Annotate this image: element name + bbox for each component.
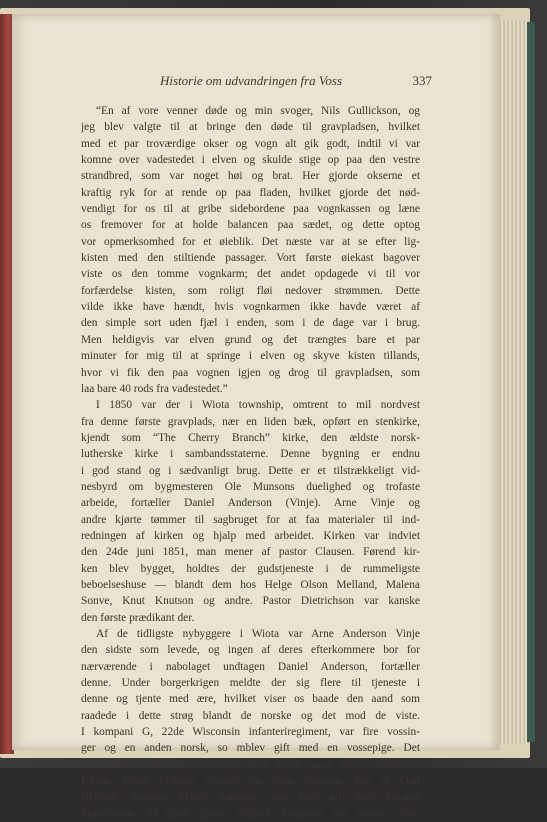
text-line: Skjervheim. Af disse gjorde Gullick Anderson det største offer. bbox=[81, 807, 420, 820]
text-line: redningen af kirken og hjalp med arbeidet. Kirken var indviet bbox=[81, 529, 420, 542]
text-line: I 1850 var der i Wiota township, omtrent to mil nordvest bbox=[96, 399, 420, 412]
text-line: den første prædikant der. bbox=[81, 611, 195, 624]
text-line: kraftig ryk for at rende op paa fladen, hvilket gjorde det nød- bbox=[81, 186, 420, 199]
text-line: arbeide, fortæller Daniel Anderson (Vinje). Arne Vinje og bbox=[81, 497, 420, 510]
text-line: Sonve, Knut Knutson og andre. Pastor Dietrichson var kanske bbox=[81, 595, 420, 608]
text-line: minuter for mig til at springe i elven og skyve kisten tillands, bbox=[81, 350, 420, 363]
running-title: Historie om udvandringen fra Voss bbox=[160, 73, 342, 88]
text-line: forfærdelse kisten, som roligt fløi nedover strømmen. Dette bbox=[81, 284, 420, 297]
text-line: raadede i dette strøg blandt de norske og det mod de viste. bbox=[81, 709, 420, 722]
text-line: lutherske kirke i sambandsstaterne. Denne bygning er endnu bbox=[81, 448, 420, 461]
text-line: strandbred, som var noget høi og brat. Her gjorde okserne et bbox=[81, 170, 420, 183]
text-line: “En af vore venner døde og min svoger, Nils Gullickson, og bbox=[96, 105, 420, 117]
text-line: kisten med den stiltiende passager. Vort første øiekast bagover bbox=[81, 252, 420, 265]
text-line: viste os den tomme vognkarm; det andet opdagede vi til vor bbox=[81, 268, 420, 281]
text-line: Af de tidligste nybyggere i Wiota var Arne Anderson Vinje bbox=[96, 628, 420, 640]
text-line: med et par troværdige okser og vogn alt gik godt, indtil vi var bbox=[81, 137, 420, 150]
text-line: Men heldigvis var elven grund og det trængtes bare et par bbox=[81, 333, 420, 346]
text-line: hvor vi fik den paa vognen igjen og drog til gravpladsen, som bbox=[81, 366, 420, 379]
page-edges bbox=[497, 20, 529, 744]
text-line: kjendt som “The Cherry Branch” kirke, den ældste norsk- bbox=[81, 431, 420, 444]
text-line: vendigt for os til at gribe sidebordene paa vognkassen og læne bbox=[81, 203, 420, 216]
text-line: os fremover for at holde balancen paa sædet, og dette optog bbox=[81, 219, 420, 232]
text-line: laa bare 40 rods fra vadestedet.” bbox=[81, 382, 228, 395]
text-line: beboelseshuse — blandt dem hos Helge Olson Melland, Malena bbox=[81, 578, 420, 591]
text-line: nesbyrd om bygmesteren Ole Munsons duelighed og trofaste bbox=[81, 480, 420, 493]
text-line: nærværende i nabolaget undtagen Daniel Anderson, fortæller bbox=[81, 660, 420, 673]
running-header bbox=[160, 73, 432, 93]
text-line: i god stand og i sædvanligt brug. Dette er et tilstrækkeligt vid- bbox=[81, 464, 420, 477]
text-line: ger og en anden norsk, so mblev gift med en vossepige. Det bbox=[81, 742, 420, 755]
text-line: denne. Under borgerkrigen meldte der sig flere til tjeneste i bbox=[81, 677, 420, 690]
text-line: komne over vadestedet i elven og skulde stige op paa den vestre bbox=[81, 154, 420, 167]
text-line: andre kjørte tømmer til sagbruget for at faa materialer til ind- bbox=[81, 513, 420, 526]
text-line: den sidste som levede, og ingen af deres efterkommere bor for bbox=[81, 644, 420, 657]
text-line: var Gullick Anderson, søn af Arne Vinje, samt Nils Gulleikson bbox=[81, 758, 420, 771]
text-line: vor opmerksomhed for et øieblik. Det næste var at se efter lig- bbox=[81, 235, 420, 248]
text-line: den simple sort uden fjæl i enden, som i de dage var i brug. bbox=[81, 317, 420, 330]
page-number: 337 bbox=[412, 73, 432, 88]
body-text bbox=[81, 103, 420, 822]
text-line: vilde ikke have hændt, hvis vognkarmen ikke havde været af bbox=[81, 301, 420, 314]
text-line: Kinne, Klaus Erikson Gjerald og John Johnson, søn af Odd bbox=[81, 775, 420, 788]
text-line: ken blev bygget, holdtes der gudstjeneste i de rummeligste bbox=[81, 562, 420, 575]
text-line: den 24de juni 1851, man mener af pastor Clausen. Førend kir- bbox=[81, 546, 420, 559]
text-line: Helland; desuden Martin Johnson, som blev gift med Larsina bbox=[81, 791, 420, 804]
text-line: denne og tjente med ære, hvilket viser os baade den aand som bbox=[81, 693, 420, 706]
text-line: fra denne første gravplads, nær en liden bæk, opført en stenkirke, bbox=[81, 415, 420, 428]
book-cover-right bbox=[527, 22, 535, 742]
text-line: jeg blev valgte til at bringe den døde til gravpladsen, hvilket bbox=[81, 121, 420, 134]
text-line: I kompani G, 22de Wisconsin infanteriregiment, var fire vossin- bbox=[81, 726, 420, 739]
